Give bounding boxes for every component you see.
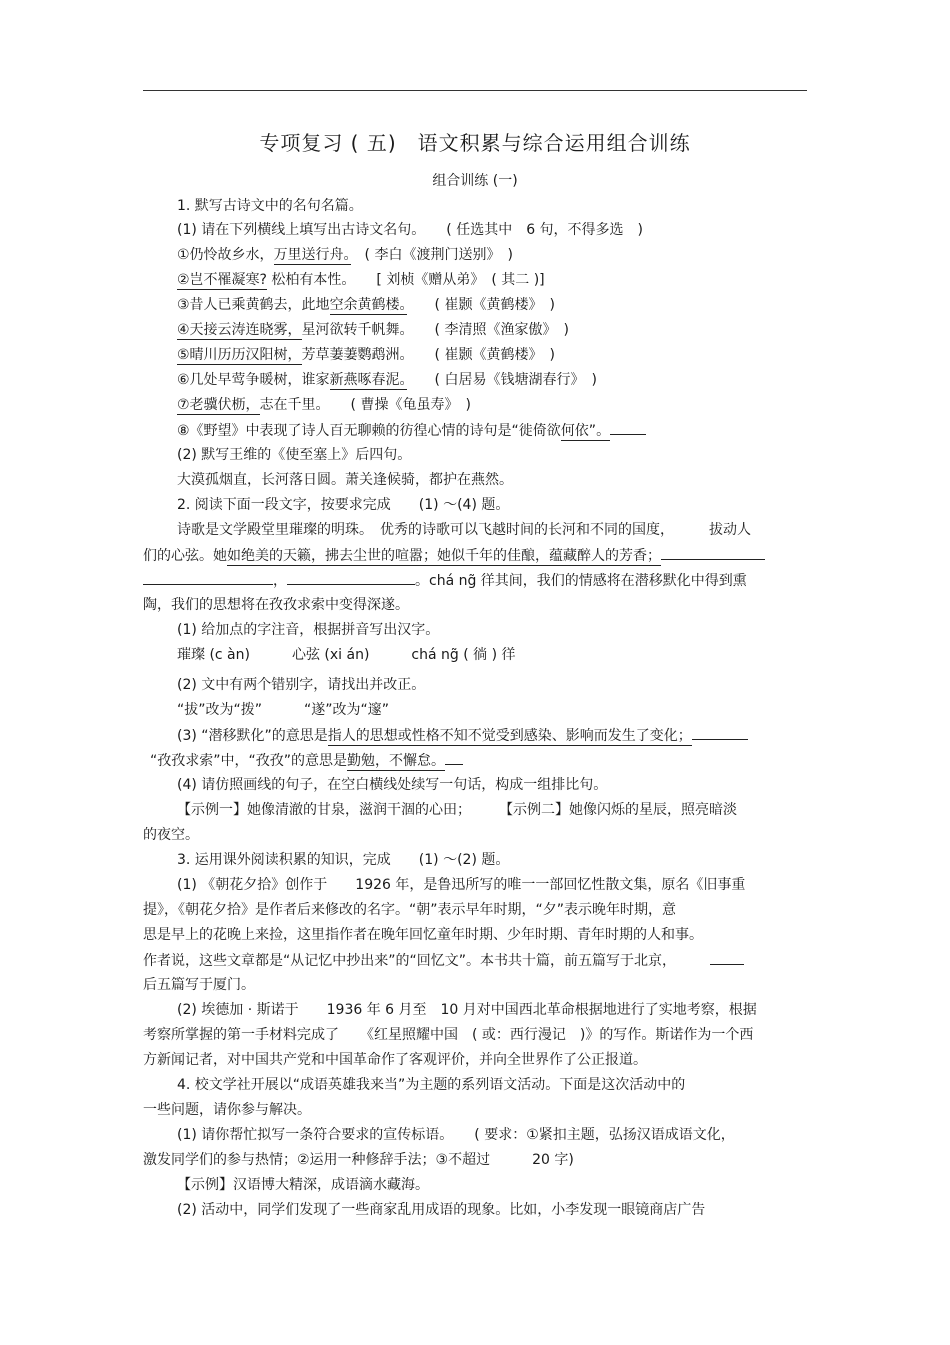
passage-line-4: 陶，我们的思想将在孜孜求索中变得深遂。 — [143, 597, 409, 613]
poem-text: 志在千里。 — [259, 397, 323, 413]
question-4-heading-cont: 一些问题，请你参与解决。 — [143, 1102, 311, 1118]
question-4-1-line-1: (1) 请你帮忙拟写一条符合要求的宣传标语。 ( 要求：①紧扣主题，弘扬汉语成语文化， — [177, 1127, 735, 1143]
passage-line-1: 诗歌是文学殿堂里璀璨的明珠。 优秀的诗歌可以飞越时间的长河和不同的国度， 拔动人 — [177, 522, 751, 538]
question-text: (3) “潜移默化”的意思是 — [177, 728, 328, 744]
poem-answer: 何依”。 — [560, 423, 611, 439]
poem-text: 松柏有本性。 — [266, 272, 349, 288]
poem-line-4 — [177, 320, 569, 340]
passage-text: 们的心弦。她 — [143, 548, 227, 564]
question-4-1-example: 【示例】汉语博大精深，成语滴水藏海。 — [177, 1177, 429, 1193]
answer-blank — [661, 545, 765, 560]
question-4-2-line-1: (2) 活动中，同学们发现了一些商家乱用成语的现象。比如，小李发现一眼镜商店广告 — [177, 1202, 706, 1218]
poem-source: ( 曹操《龟虽寿》 ) — [322, 397, 471, 413]
question-3-1-line-5: 后五篇写于厦门。 — [143, 977, 255, 993]
poem-line-2 — [177, 270, 545, 290]
answer-blank — [692, 725, 748, 740]
question-3-1-line-4 — [143, 950, 744, 971]
poem-answer: ④天接云涛连晓雾， — [177, 322, 302, 338]
poem-source: ( 李清照《渔家傲》 ) — [406, 322, 569, 338]
question-2-3-line-1 — [177, 725, 748, 746]
question-2-1-instruction: (1) 给加点的字注音，根据拼音写出汉字。 — [177, 622, 440, 638]
poem-line-1 — [177, 245, 513, 265]
question-2-4-examples-cont: 的夜空。 — [143, 827, 199, 843]
poem-line-6 — [177, 370, 597, 390]
question-3-1-line-1: (1) 《朝花夕拾》创作于 1926 年，是鲁迅所写的唯一一部回忆性散文集，原名《旧事重 — [177, 877, 746, 893]
poem-answer: 空余黄鹤楼。 — [329, 297, 407, 313]
poem-answer: ⑤晴川历历汉阳树， — [177, 347, 302, 363]
question-3-heading: 3. 运用课外阅读积累的知识，完成 (1) ～(2) 题。 — [177, 852, 510, 868]
poem-source: ( 崔颢《黄鹤楼》 ) — [406, 347, 555, 363]
question-text: “孜孜求索”中，“孜孜”的意思是 — [150, 753, 348, 769]
question-3-2-line-3: 方新闻记者，对中国共产党和中国革命作了客观评价，并向全世界作了公正报道。 — [143, 1052, 647, 1068]
answer-blank — [143, 570, 273, 585]
question-1-2-answer: 大漠孤烟直，长河落日圆。萧关逢候骑，都护在燕然。 — [177, 472, 513, 488]
top-rule — [143, 90, 807, 91]
poem-source: [ 刘桢《赠从弟》 ( 其二 )] — [348, 272, 545, 288]
question-2-heading: 2. 阅读下面一段文字，按要求完成 (1) ～(4) 题。 — [177, 497, 510, 513]
poem-text: 芳草萋萋鹦鹉洲。 — [301, 347, 407, 363]
poem-text: 星河欲转千帆舞。 — [301, 322, 407, 338]
section-subtitle: 组合训练 (一) — [432, 173, 518, 189]
answer-blank — [710, 950, 744, 965]
poem-text: ③昔人已乘黄鹤去，此地 — [177, 297, 330, 313]
poem-line-5 — [177, 345, 555, 365]
poem-answer: 万里送行舟。 — [273, 247, 351, 263]
question-text: 作者说，这些文章都是“从记忆中抄出来”的“回忆文”。本书共十篇，前五篇写于北京， — [143, 953, 677, 969]
poem-answer: ②岂不罹凝寒? — [177, 272, 267, 288]
poem-line-3 — [177, 295, 555, 315]
poem-source: ( 崔颢《黄鹤楼》 ) — [406, 297, 555, 313]
question-1-2-instruction: (2) 默写王维的《使至塞上》后四句。 — [177, 447, 412, 463]
passage-line-2 — [143, 545, 765, 566]
poem-text: ⑥几处早莺争暖树，谁家 — [177, 372, 330, 388]
question-answer: 指人的思想或性格不知不觉受到感染、影响而发生了变化； — [327, 728, 692, 744]
poem-source: ( 白居易《钱塘湖春行》 ) — [406, 372, 597, 388]
question-answer: 勤勉，不懈怠。 — [347, 753, 446, 769]
question-4-heading: 4. 校文学社开展以“成语英雄我来当”为主题的系列语文活动。下面是这次活动中的 — [177, 1077, 686, 1093]
answer-blank — [287, 570, 415, 585]
passage-line-3 — [143, 570, 747, 591]
question-2-3-line-2 — [150, 750, 463, 771]
passage-underlined: 如绝美的天籁，拂去尘世的喧嚣；她似千年的佳酿，蕴藏醉人的芳香； — [227, 548, 661, 564]
poem-answer: ⑦老骥伏枥， — [177, 397, 260, 413]
poem-source: ( 李白《渡荆门送别》 ) — [350, 247, 513, 263]
question-2-4-instruction: (4) 请仿照画线的句子，在空白横线处续写一句话，构成一组排比句。 — [177, 777, 608, 793]
question-3-2-line-2: 考察所掌握的第一手材料完成了 《红星照耀中国 ( 或：西行漫记 )》的写作。斯诺作为一个西 — [143, 1027, 754, 1043]
question-2-2-instruction: (2) 文中有两个错别字，请找出并改正。 — [177, 677, 426, 693]
passage-text: 。chá ng̃ 徉其间，我们的情感将在潜移默化中得到熏 — [415, 573, 747, 589]
passage-text: ， — [273, 573, 287, 589]
question-3-2-line-1: (2) 埃德加 · 斯诺于 1936 年 6 月至 10 月对中国西北革命根据地进行了实地考察，根据 — [177, 1002, 757, 1018]
question-2-1-answer: 璀璨 (c àn) 心弦 (xi án) chá ng̃ ( 徜 ) 徉 — [177, 647, 516, 663]
question-2-4-examples: 【示例一】她像清澈的甘泉，滋润干涸的心田； 【示例二】她像闪烁的星辰，照亮暗淡 — [177, 802, 737, 818]
poem-text: ①仍怜故乡水， — [177, 247, 274, 263]
poem-line-7 — [177, 395, 471, 415]
question-4-1-line-2: 激发同学们的参与热情；②运用一种修辞手法；③不超过 20 字) — [143, 1152, 574, 1168]
page-title: 专项复习 ( 五) 语文积累与综合运用组合训练 — [259, 131, 691, 155]
question-1-heading: 1. 默写古诗文中的名句名篇。 — [177, 198, 363, 214]
question-3-1-line-3: 思是早上的花晚上来捡，这里指作者在晚年回忆童年时期、少年时期、青年时期的人和事。 — [143, 927, 703, 943]
answer-blank — [610, 420, 646, 435]
question-1-1-instruction: (1) 请在下列横线上填写出古诗文名句。 ( 任选其中 6 句，不得多选 ) — [177, 222, 644, 238]
poem-answer: 新燕啄春泥。 — [329, 372, 407, 388]
poem-line-8 — [177, 420, 646, 441]
poem-text: ⑧《野望》中表现了诗人百无聊赖的彷徨心情的诗句是“徙倚欲 — [177, 423, 561, 439]
question-3-1-line-2: 提》，《朝花夕拾》是作者后来修改的名字。“朝”表示早年时期，“夕”表示晚年时期，意 — [143, 902, 677, 918]
question-2-2-answer: “拔”改为“拨” “遂”改为“邃” — [177, 702, 390, 718]
answer-blank — [445, 750, 463, 765]
